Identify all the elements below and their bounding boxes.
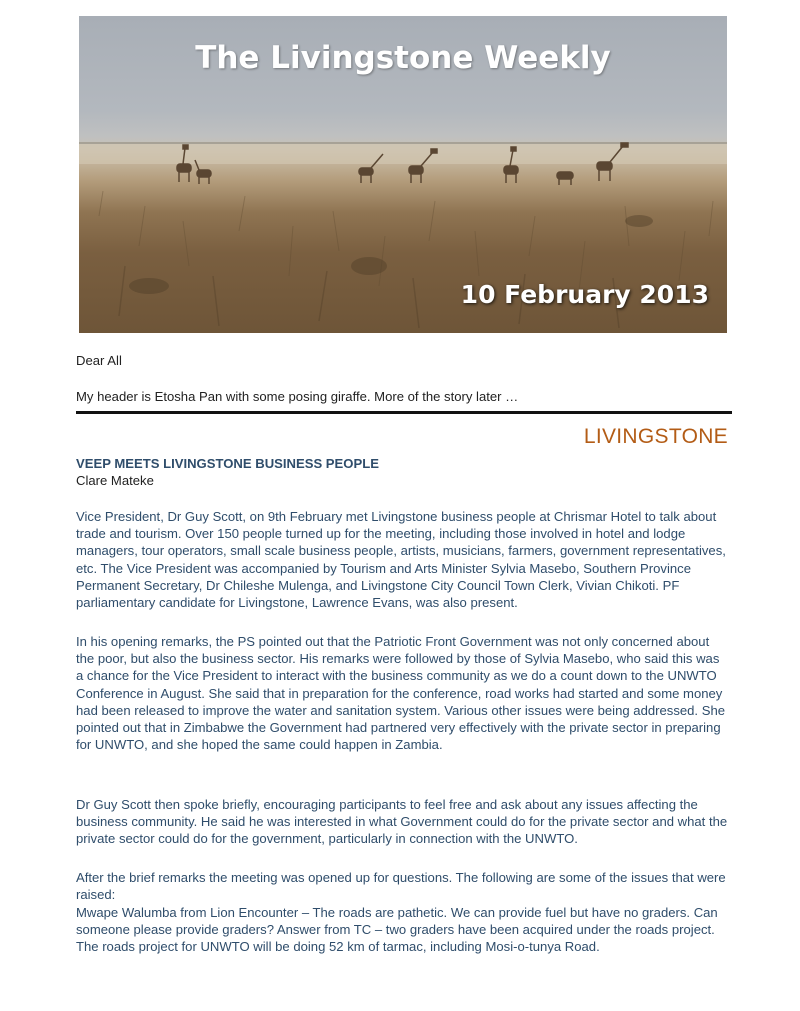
giraffe-silhouette [557, 172, 573, 185]
article-paragraph: Dr Guy Scott then spoke briefly, encouraging participants to feel free and ask about any issues affecting the business community. He said he was interested in what Government could do for the private sector and what the private sector could do for the government, particularly in connection with the UNWTO. [76, 797, 728, 847]
article-paragraph: After the brief remarks the meeting was opened up for questions. The following are some of the issues that were raised: [76, 870, 726, 903]
article-author: Clare Mateke [76, 473, 154, 488]
article-paragraph: In his opening remarks, the PS pointed out that the Patriotic Front Government was not only concerned about the poor, but also the business sector. His remarks were followed by those of Sylvia Masebo, who said this was a chance for the Vice President to interact with the business community as we do a count down to the UNWTO Conference in August. She said that in preparation for the conference, road works had started and some money had been released to improve the water and sanitation system. Various other issues were being addressed. She pointed out that in Zimbabwe the Government had partnered very effectively with the private sector in preparing for UNWTO, and she hoped the same could happen in Zambia. [76, 634, 726, 753]
header-photo [79, 16, 727, 333]
issue-date: 10 February 2013 [460, 280, 709, 309]
article-headline: VEEP MEETS LIVINGSTONE BUSINESS PEOPLE [76, 456, 379, 471]
header-note: My header is Etosha Pan with some posing giraffe. More of the story later … [76, 389, 519, 404]
newsletter-title: The Livingstone Weekly [195, 40, 611, 76]
section-divider [76, 411, 732, 414]
section-title: LIVINGSTONE [583, 425, 728, 448]
greeting: Dear All [76, 353, 122, 368]
article-paragraph: Mwape Walumba from Lion Encounter – The roads are pathetic. We can provide fuel but have no graders. Can someone please provide graders? Answer from TC – two graders have been acquired under the roads project. The roads project for UNWTO will be doing 52 km of tarmac, including Mosi-o-tunya Road. [76, 905, 718, 955]
article-paragraph: Vice President, Dr Guy Scott, on 9th February met Livingstone business people at Chrismar Hotel to talk about trade and tourism. Over 150 people turned up for the meeting, including those involved in hotel and lodge managers, tour operators, small scale business people, artists, musicians, farmers, government representatives, etc. The Vice President was accompanied by Tourism and Arts Minister Sylvia Masebo, Southern Province Permanent Secretary, Dr Chileshe Mulenga, and Livingstone City Council Town Clerk, Vivian Chikoti. PF parliamentary candidate for Livingstone, Lawrence Evans, was also present. [76, 509, 726, 611]
